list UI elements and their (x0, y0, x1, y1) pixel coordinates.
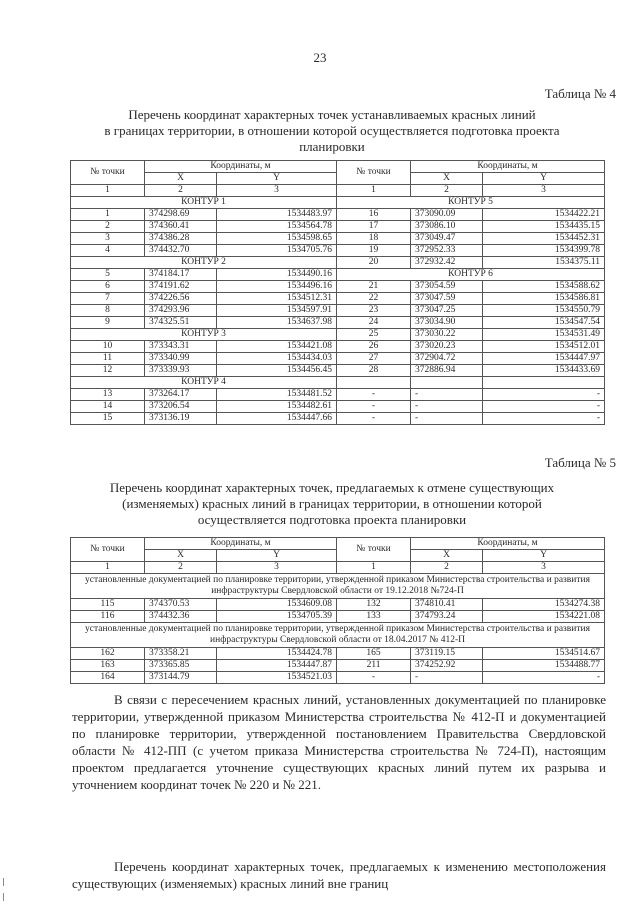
coord-x-cell: 374370.53 (145, 599, 217, 611)
coord-x-cell: 373020.23 (411, 341, 483, 353)
point-number-cell: 23 (337, 305, 411, 317)
coord-y-cell: 1534488.77 (483, 660, 605, 672)
point-number-cell: 5 (71, 269, 145, 281)
point-number-cell: 14 (71, 401, 145, 413)
header-point-no: № точки (337, 538, 411, 562)
table-4-label: Таблица № 4 (544, 86, 616, 101)
point-number-cell: - (337, 672, 411, 684)
coord-x-cell: 373034.90 (411, 317, 483, 329)
coord-x-cell: 374226.56 (145, 293, 217, 305)
contour-label: КОНТУР 2 (71, 257, 337, 269)
coord-y-cell: 1534433.69 (483, 365, 605, 377)
coord-x-cell: 374252.92 (411, 660, 483, 672)
header-point-no: № точки (71, 538, 145, 562)
header-num: 3 (483, 562, 605, 574)
header-y: Y (483, 173, 605, 185)
point-number-cell: - (337, 389, 411, 401)
body-paragraph (72, 858, 606, 892)
point-number-cell: 27 (337, 353, 411, 365)
coord-x-cell: 374325.51 (145, 317, 217, 329)
contour-label: КОНТУР 1 (71, 197, 337, 209)
header-num: 3 (217, 185, 337, 197)
point-number-cell: 162 (71, 648, 145, 660)
coord-x-cell: 374191.62 (145, 281, 217, 293)
header-coords: Координаты, м (145, 538, 337, 550)
table-row (71, 293, 605, 305)
coord-x-cell: 373119.15 (411, 648, 483, 660)
coord-y-cell: 1534452.31 (483, 233, 605, 245)
coord-y-cell: 1534564.78 (217, 221, 337, 233)
table-row (71, 305, 605, 317)
table-5-note: установленные документацией по планировке территории, утвержденной приказом Министерства строительства и развития инфраструктуры Свердловской области от 19.12.2018 №724-П (71, 574, 605, 599)
title-line: (изменяемых) красных линий в границах территории, в отношении которой (122, 496, 542, 511)
coord-y-cell: 1534514.67 (483, 648, 605, 660)
coord-y-cell: 1534421.08 (217, 341, 337, 353)
coord-y-cell: 1534483.97 (217, 209, 337, 221)
table-row (71, 269, 605, 281)
point-number-cell: 115 (71, 599, 145, 611)
contour-label: КОНТУР 5 (337, 197, 605, 209)
table-5-coordinates (70, 537, 605, 684)
coord-y-cell: 1534586.81 (483, 293, 605, 305)
coord-x-cell: 373365.85 (145, 660, 217, 672)
coord-y-cell: 1534637.98 (217, 317, 337, 329)
table-row (71, 209, 605, 221)
coord-y-cell: 1534456.45 (217, 365, 337, 377)
title-line: осуществляется подготовка проекта планировки (197, 512, 467, 527)
header-num: 1 (337, 185, 411, 197)
coord-x-cell (411, 377, 483, 389)
coord-x-cell: 374293.96 (145, 305, 217, 317)
coord-y-cell: 1534496.16 (217, 281, 337, 293)
coord-x-cell: 373264.17 (145, 389, 217, 401)
coord-y-cell: 1534422.21 (483, 209, 605, 221)
table-row (71, 245, 605, 257)
header-x: X (411, 550, 483, 562)
coord-y-cell: 1534435.15 (483, 221, 605, 233)
title-line: Перечень координат характерных точек, предлагаемых к отмене существующих (109, 480, 555, 495)
contour-label: КОНТУР 3 (71, 329, 337, 341)
coord-x-cell: 373206.54 (145, 401, 217, 413)
header-y: Y (217, 173, 337, 185)
point-number-cell: 163 (71, 660, 145, 672)
coord-y-cell: 1534598.65 (217, 233, 337, 245)
point-number-cell: 16 (337, 209, 411, 221)
coord-x-cell: 374360.41 (145, 221, 217, 233)
point-number-cell: 9 (71, 317, 145, 329)
coord-x-cell: 374793.24 (411, 611, 483, 623)
coord-x-cell: 373090.09 (411, 209, 483, 221)
title-line: в границах территории, в отношении которой осуществляется подготовка проекта (104, 123, 560, 138)
point-number-cell: 8 (71, 305, 145, 317)
coord-y-cell: 1534512.01 (483, 341, 605, 353)
point-number-cell: 25 (337, 329, 411, 341)
coord-y-cell: 1534447.66 (217, 413, 337, 425)
header-num: 3 (217, 562, 337, 574)
header-point-no: № точки (71, 161, 145, 185)
point-number-cell: 132 (337, 599, 411, 611)
coord-x-cell: 374810.41 (411, 599, 483, 611)
page-number: 23 (313, 50, 327, 65)
coord-x-cell: 374386.28 (145, 233, 217, 245)
coord-y-cell: 1534512.31 (217, 293, 337, 305)
coord-x-cell: 372932.42 (411, 257, 483, 269)
coord-x-cell: - (411, 389, 483, 401)
point-number-cell: 28 (337, 365, 411, 377)
coord-y-cell: - (483, 401, 605, 413)
point-number-cell: 1 (71, 209, 145, 221)
table-row (71, 197, 605, 209)
coord-y-cell: 1534221.08 (483, 611, 605, 623)
coord-x-cell: 374432.36 (145, 611, 217, 623)
point-number-cell: 2 (71, 221, 145, 233)
table-row (71, 672, 605, 684)
point-number-cell: 13 (71, 389, 145, 401)
coord-x-cell: 372904.72 (411, 353, 483, 365)
table-row (71, 389, 605, 401)
coord-y-cell: 1534447.87 (217, 660, 337, 672)
point-number-cell: - (337, 413, 411, 425)
coord-x-cell: - (411, 401, 483, 413)
table-5-label: Таблица № 5 (544, 455, 616, 470)
header-y: Y (483, 550, 605, 562)
header-num: 2 (145, 562, 217, 574)
table-row (71, 257, 605, 269)
contour-label: КОНТУР 6 (337, 269, 605, 281)
point-number-cell: 22 (337, 293, 411, 305)
contour-label: КОНТУР 4 (71, 377, 337, 389)
table-row (71, 353, 605, 365)
coord-y-cell: 1534597.91 (217, 305, 337, 317)
point-number-cell: 15 (71, 413, 145, 425)
title-line: Перечень координат характерных точек устанавливаемых красных линий (128, 107, 536, 122)
paragraph-text: Перечень координат характерных точек, предлагаемых к изменению местоположения существующих (изменяемых) красных линий вне границ (72, 859, 606, 891)
header-num: 1 (71, 185, 145, 197)
table-row (71, 599, 605, 611)
point-number-cell: - (337, 401, 411, 413)
coord-y-cell: - (483, 413, 605, 425)
coord-x-cell: 372952.33 (411, 245, 483, 257)
header-num: 2 (411, 185, 483, 197)
point-number-cell: 116 (71, 611, 145, 623)
coord-x-cell: - (411, 413, 483, 425)
point-number-cell: 6 (71, 281, 145, 293)
coord-y-cell: 1534609.08 (217, 599, 337, 611)
coord-x-cell: 373339.93 (145, 365, 217, 377)
coord-y-cell: 1534274.38 (483, 599, 605, 611)
point-number-cell: 10 (71, 341, 145, 353)
coord-x-cell: 373144.79 (145, 672, 217, 684)
header-num: 2 (411, 562, 483, 574)
point-number-cell: 3 (71, 233, 145, 245)
paragraph-text: В связи с пересечением красных линий, установленных документацией по планировке территории, утвержденной приказом Министерства строительства № 412-П и документацией по планировке территории, утвержденной постановлением Правительства Свердловской области № 412-ПП (с учетом приказа Министерства строительства № 724-П), настоящим проектом предлагается уточнение существующих красных линий путем их разрыва и уточнением координат точек № 220 и № 221. (72, 692, 606, 792)
header-x: X (145, 550, 217, 562)
coord-x-cell: 373047.59 (411, 293, 483, 305)
coord-y-cell: 1534705.76 (217, 245, 337, 257)
margin-mark (3, 878, 4, 886)
point-number-cell: 17 (337, 221, 411, 233)
table-row (71, 611, 605, 623)
coord-y-cell: 1534550.79 (483, 305, 605, 317)
coord-x-cell: 374184.17 (145, 269, 217, 281)
coord-x-cell: 373047.25 (411, 305, 483, 317)
table-5-title (62, 480, 602, 528)
table-row (71, 377, 605, 389)
header-num: 1 (71, 562, 145, 574)
coord-x-cell: 373030.22 (411, 329, 483, 341)
table-row (71, 317, 605, 329)
coord-x-cell: 374432.70 (145, 245, 217, 257)
coord-x-cell: - (411, 672, 483, 684)
point-number-cell: 12 (71, 365, 145, 377)
point-number-cell: 18 (337, 233, 411, 245)
point-number-cell: 11 (71, 353, 145, 365)
coord-y-cell: 1534399.78 (483, 245, 605, 257)
table-4-coordinates (70, 160, 605, 425)
point-number-cell: 133 (337, 611, 411, 623)
point-number-cell: 26 (337, 341, 411, 353)
coord-y-cell: 1534424.78 (217, 648, 337, 660)
table-row (71, 329, 605, 341)
coord-x-cell: 373136.19 (145, 413, 217, 425)
coord-y-cell: 1534434.03 (217, 353, 337, 365)
table-row (71, 401, 605, 413)
point-number-cell: 165 (337, 648, 411, 660)
coord-y-cell (483, 377, 605, 389)
coord-x-cell: 372886.94 (411, 365, 483, 377)
table-row (71, 233, 605, 245)
table-row (71, 660, 605, 672)
coord-x-cell: 373049.47 (411, 233, 483, 245)
header-num: 2 (145, 185, 217, 197)
point-number-cell: 21 (337, 281, 411, 293)
table-row (71, 365, 605, 377)
point-number-cell: 20 (337, 257, 411, 269)
table-row (71, 281, 605, 293)
table-row (71, 341, 605, 353)
coord-y-cell: - (483, 672, 605, 684)
header-y: Y (217, 550, 337, 562)
coord-x-cell: 373086.10 (411, 221, 483, 233)
margin-mark (3, 893, 4, 901)
coord-x-cell: 374298.69 (145, 209, 217, 221)
header-coords: Координаты, м (411, 538, 605, 550)
coord-y-cell: - (483, 389, 605, 401)
point-number-cell: 7 (71, 293, 145, 305)
coord-y-cell: 1534705.39 (217, 611, 337, 623)
header-coords: Координаты, м (411, 161, 605, 173)
point-number-cell: 211 (337, 660, 411, 672)
coord-y-cell: 1534521.03 (217, 672, 337, 684)
header-coords: Координаты, м (145, 161, 337, 173)
coord-x-cell: 373054.59 (411, 281, 483, 293)
header-num: 3 (483, 185, 605, 197)
coord-y-cell: 1534481.52 (217, 389, 337, 401)
point-number-cell: 19 (337, 245, 411, 257)
coord-x-cell: 373343.31 (145, 341, 217, 353)
coord-x-cell: 373358.21 (145, 648, 217, 660)
table-row (71, 221, 605, 233)
point-number-cell: 24 (337, 317, 411, 329)
header-num: 1 (337, 562, 411, 574)
table-row (71, 413, 605, 425)
coord-y-cell: 1534482.61 (217, 401, 337, 413)
header-x: X (411, 173, 483, 185)
point-number-cell (337, 377, 411, 389)
point-number-cell: 4 (71, 245, 145, 257)
coord-x-cell: 373340.99 (145, 353, 217, 365)
point-number-cell: 164 (71, 672, 145, 684)
coord-y-cell: 1534588.62 (483, 281, 605, 293)
title-line: планировки (299, 139, 365, 154)
table-5-note: установленные документацией по планировке территории, утвержденной приказом Министерства строительства и развития инфраструктуры Свердловской области от 18.04.2017 № 412-П (71, 623, 605, 648)
header-point-no: № точки (337, 161, 411, 185)
table-row (71, 648, 605, 660)
coord-y-cell: 1534531.49 (483, 329, 605, 341)
body-paragraph (72, 691, 606, 793)
coord-y-cell: 1534490.16 (217, 269, 337, 281)
header-x: X (145, 173, 217, 185)
coord-y-cell: 1534447.97 (483, 353, 605, 365)
table-4-title (62, 107, 602, 155)
coord-y-cell: 1534547.54 (483, 317, 605, 329)
coord-y-cell: 1534375.11 (483, 257, 605, 269)
